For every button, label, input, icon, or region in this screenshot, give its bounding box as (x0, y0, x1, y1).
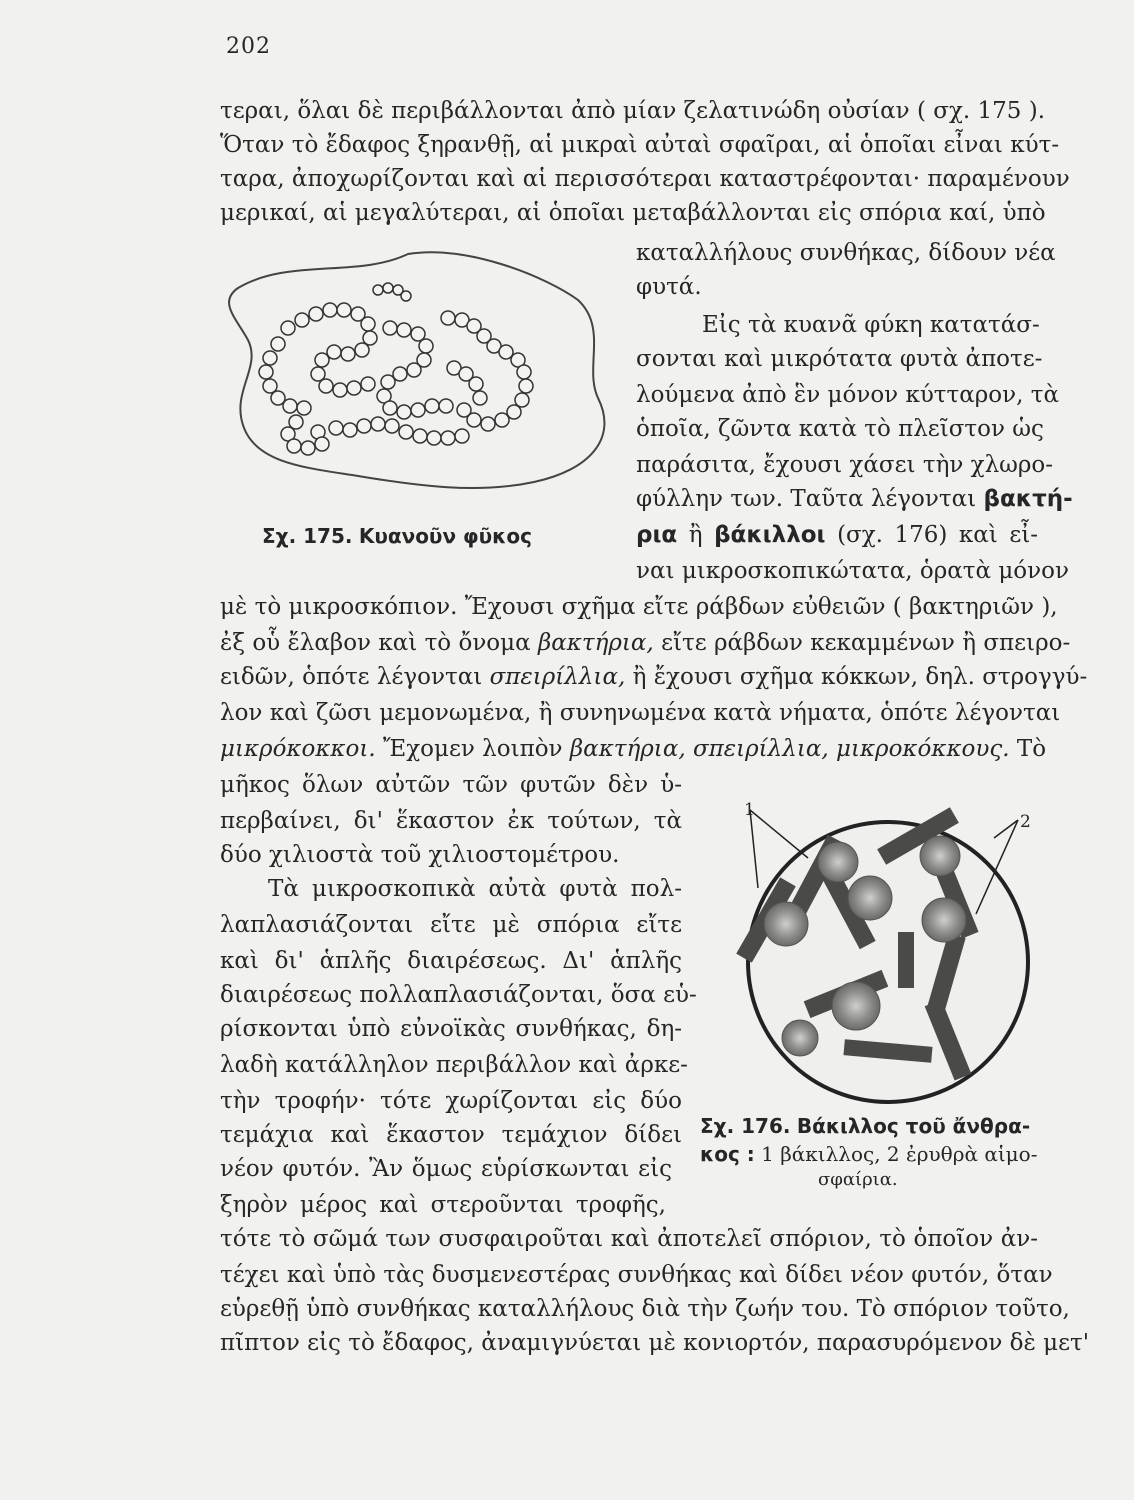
text-line: διαιρέσεως πολλαπλασιάζονται, ὅσα εὑ- (220, 982, 697, 1008)
text-line: λαδὴ κατάλληλον περιβάλλον καὶ ἀρκε- (220, 1052, 688, 1078)
figure-176-caption-line1 (700, 1112, 1030, 1140)
figure-176-caption-line3: σφαίρια. (818, 1169, 898, 1190)
text-line: παράσιτα, ἔχουσι χάσει τὴν χλωρο- (636, 452, 1054, 478)
text-line: τέχει καὶ ὑπὸ τὰς δυσμενεστέρας συνθήκας καὶ δίδει νέον φυτόν, ὅταν (220, 1262, 1053, 1288)
text-line (220, 734, 1047, 764)
text-line: μὲ τὸ μικροσκόπιον. Ἔχουσι σχῆμα εἴτε ράβδων εὐθειῶν ( βακτηριῶν ), (220, 594, 1058, 620)
text-italic: σπειρίλλια, (489, 664, 626, 690)
text-line: πῖπτον εἰς τὸ ἔδαφος, ἀναμιγνύεται μὲ κονιορτόν, παρασυρόμενον δὲ μετ' (220, 1330, 1090, 1356)
figure-176-caption-line2 (700, 1140, 1037, 1168)
caption-text: Κυανοῦν φῦκος (358, 524, 532, 548)
cell-chains (259, 283, 533, 455)
term-bold: βακτή- (983, 486, 1073, 512)
text-line: καταλλήλους συνθήκας, δίδουν νέα (636, 240, 1056, 266)
text-line: ξηρὸν μέρος καὶ στεροῦνται τροφῆς, (220, 1192, 666, 1218)
text-line: μερικαί, αἱ μεγαλύτεραι, αἱ ὁποῖαι μεταβάλλονται εἰς σπόρια καί, ὑπὸ (220, 200, 1046, 226)
text-line: καὶ δι' ἁπλῆς διαιρέσεως. Δι' ἁπλῆς (220, 948, 682, 974)
text-line: ταρα, ἀποχωρίζονται καὶ αἱ περισσότεραι καταστρέφονται· παραμένουν (220, 166, 1070, 192)
text-line: φυτά. (636, 274, 702, 300)
text-line: εὑρεθῇ ὑπὸ συνθήκας καταλλήλους διὰ τὴν ζωήν του. Τὸ σπόριον τοῦτο, (220, 1296, 1070, 1322)
text-line: Τὰ μικροσκοπικὰ αὐτὰ φυτὰ πολ- (268, 876, 682, 902)
term-bold: ρια (636, 522, 678, 548)
text-line: λαπλασιάζονται εἴτε μὲ σπόρια εἴτε (220, 912, 682, 938)
text-line: περβαίνει, δι' ἕκαστον ἐκ τούτων, τὰ (220, 808, 682, 834)
text-line (220, 628, 1071, 658)
text-segment: ἢ ἔχουσι σχῆμα κόκκων, δηλ. στρογγύ- (632, 664, 1088, 690)
text-line (636, 484, 1073, 514)
text-line: τὴν τροφήν· τότε χωρίζονται εἰς δύο (220, 1088, 682, 1114)
caption-text: Βάκιλλος τοῦ ἄνθρα- (796, 1114, 1031, 1138)
page-number: 202 (226, 34, 271, 59)
figure-176-bacillus-illustration (712, 796, 1042, 1108)
text-line: σονται καὶ μικρότατα φυτὰ ἀποτε- (636, 346, 1043, 372)
caption-text: κος : (700, 1142, 755, 1166)
text-line: ρίσκονται ὑπὸ εὐνοϊκὰς συνθήκας, δη- (220, 1016, 682, 1042)
text-line: νέον φυτόν. Ἂν ὅμως εὑρίσκωνται εἰς (220, 1156, 672, 1182)
figure-176-label-1: 1 (744, 800, 755, 820)
text-line: τότε τὸ σῶμά των συσφαιροῦται καὶ ἀποτελεῖ σπόριον, τὸ ὁποῖον ἀν- (220, 1226, 1038, 1252)
text-line (636, 520, 1038, 550)
text-line: τεμάχια καὶ ἕκαστον τεμάχιον δίδει (220, 1122, 682, 1148)
text-line: Ὅταν τὸ ἔδαφος ξηρανθῇ, αἱ μικραὶ αὐταὶ σφαῖραι, αἱ ὁποῖαι εἶναι κύτ- (220, 132, 1060, 158)
text-line: ναι μικροσκοπικώτατα, ὁρατὰ μόνον (636, 558, 1069, 584)
figure-176-label-2: 2 (1020, 812, 1031, 832)
figure-175-caption (262, 522, 532, 550)
text-italic: βακτήρια, (537, 630, 654, 656)
text-line: λον καὶ ζῶσι μεμονωμένα, ἢ συνηνωμένα κατὰ νήματα, ὁπότε λέγονται (220, 700, 1061, 726)
text-segment: εἴτε ράβδων κεκαμμένων ἢ σπειρο- (661, 630, 1071, 656)
text-line: δύο χιλιοστὰ τοῦ χιλιοστομέτρου. (220, 842, 620, 868)
term-bold: βάκιλλοι (714, 522, 826, 548)
text-segment: ἐξ οὗ ἔλαβον καὶ τὸ ὄνομα (220, 630, 531, 656)
text-segment: ειδῶν, ὁπότε λέγονται (220, 664, 483, 690)
text-line (220, 662, 1088, 692)
figure-175-alga-illustration (218, 248, 618, 500)
text-line: Εἰς τὰ κυανᾶ φύκη κατατάσ- (702, 312, 1040, 338)
caption-text: 1 βάκιλλος, 2 ἐρυθρὰ αἱμο- (761, 1142, 1038, 1166)
text-line: τεραι, ὅλαι δὲ περιβάλλονται ἀπὸ μίαν ζελατινώδη οὐσίαν ( σχ. 175 ). (220, 98, 1046, 124)
text-segment: (σχ. 176) καὶ εἶ- (837, 522, 1039, 548)
microscope-field (748, 822, 1028, 1102)
text-italic: μικρόκοκκοι. (220, 736, 376, 762)
caption-label: Σχ. 176. (700, 1114, 791, 1138)
text-segment: φύλλην των. Ταῦτα λέγονται (636, 486, 977, 512)
text-segment: ἢ (688, 522, 703, 548)
caption-label: Σχ. 175. (262, 524, 353, 548)
text-line: μῆκος ὅλων αὐτῶν τῶν φυτῶν δὲν ὑ- (220, 772, 682, 798)
text-segment: Ἔχομεν λοιπὸν (383, 736, 563, 762)
text-line: ὁποῖα, ζῶντα κατὰ τὸ πλεῖστον ὡς (636, 416, 1044, 442)
text-italic: βακτήρια, σπειρίλλια, μικροκόκκους. (569, 736, 1010, 762)
text-line: λούμενα ἀπὸ ἓν μόνον κύτταρον, τὰ (636, 382, 1060, 408)
text-segment: Τὸ (1016, 736, 1047, 762)
